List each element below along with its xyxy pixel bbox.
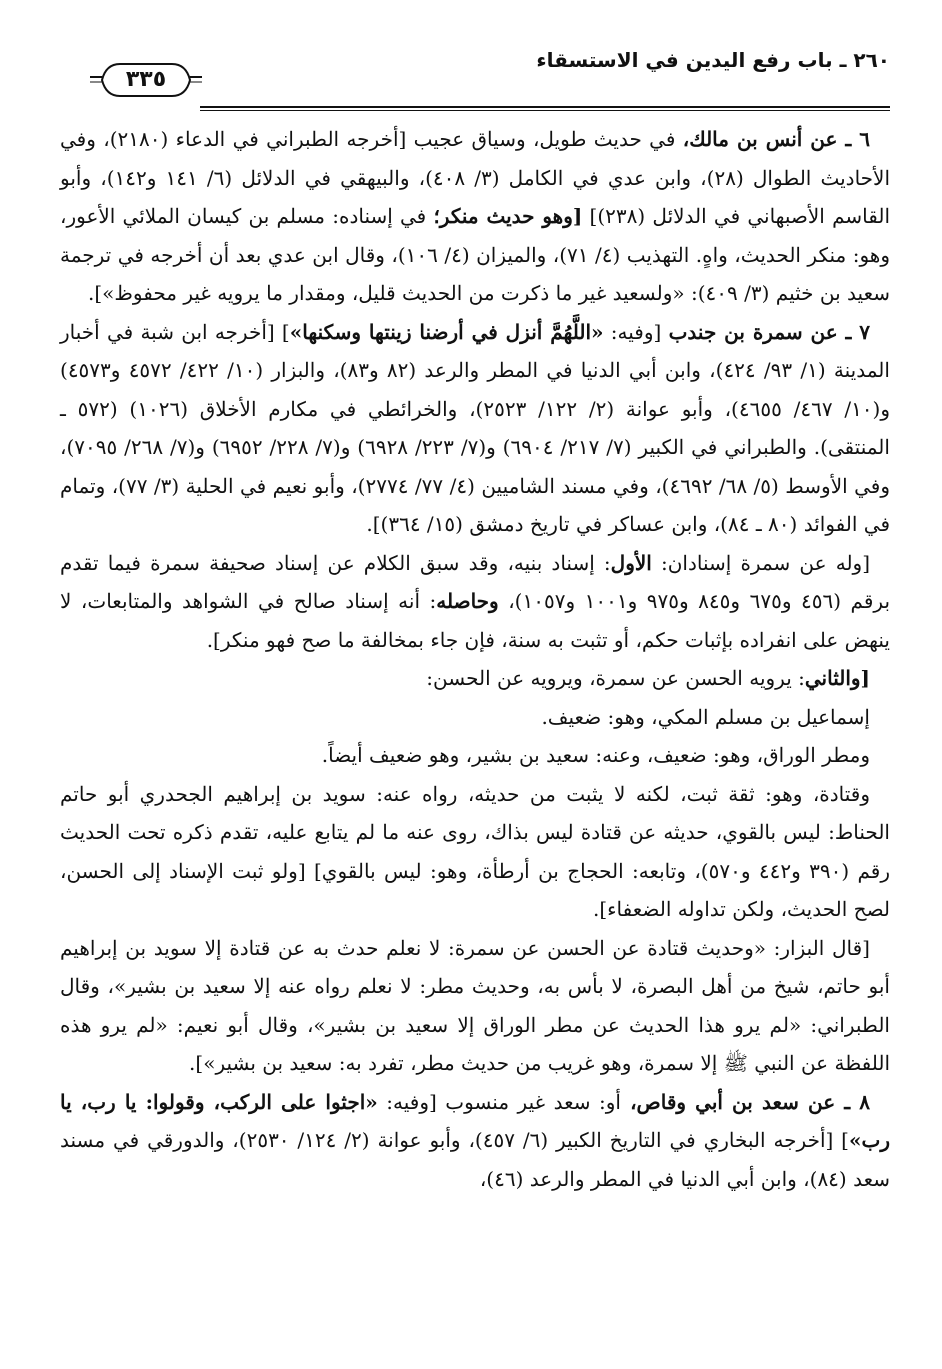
- text-run: ] [أخرجه ابن شبة في أخبار المدينة (١/ ٩٣/ ٤٢٤)، وابن أبي الدنيا في المطر والرعد (٨٢ و٨٣)، والبزار (١٠/ ٤٢٢/ ٤٥٧٢ و٤٥٧٣) و(١٠/ ٤٦٧/ ٤٦٥٥)، وأبو عوانة (٢/ ١٢٢/ ٢٥٢٣)، والخرائطي في مكارم الأخلاق (١٠٢٦) (٥٧٢ ـ المنتقى). والطبراني في الكبير (٧/ ٢١٧/ ٦٩٠٤) و(٧/ ٢٢٣/ ٦٩٢٨) و(٧/ ٢٢٨/ ٦٩٥٢) و(٧/ ٢٦٨/ ٧٠٩٥)، وفي الأوسط (٥/ ٦٨/ ٤٦٩٢)، وفي مسند الشاميين (٤/ ٧٧/ ٢٧٧٤)، وأبو نعيم في الحلية (٣/ ٧٧)، وتمام في الفوائد (٨٠ ـ ٨٤)، وابن عساكر في تاريخ دمشق (١٥/ ٣٦٤)].: [60, 319, 891, 536]
- bold-run: [والثاني: [804, 666, 870, 690]
- text-run: : إسناد بنيه، وقد سبق الكلام عن إسناد صحيفة سمرة فيما تقدم برقم (٤٥٦ و٦٧٥ و٨٤٥ و٩٧٥ و١٠٠١ و١٠٥٧)،: [60, 550, 891, 613]
- paragraph: [60, 775, 890, 929]
- paragraph: [60, 313, 890, 544]
- paragraph: [60, 120, 890, 313]
- bold-run: وحاصله: [436, 589, 499, 613]
- text-run: : يرويه الحسن عن سمرة، ويرويه عن الحسن:: [426, 666, 805, 690]
- page-number: ٣٣٥: [125, 67, 167, 92]
- text-run: [قال البزار: «وحديث قتادة عن الحسن عن سمرة: لا نعلم حدث به عن قتادة إلا سويد بن إبراهيم أبو حاتم، شيخ من أهل البصرة، لا بأس به، وحديث مطر: لا نعلم رواه عنه إلا سعيد بن بشير»، وقال الطبراني: «لم يرو هذا الحديث عن مطر الوراق إلا سعيد بن بشير»، وقال أبو نعيم: «لم يرو هذه اللفظة عن النبي ﷺ إلا سمرة، وهو غريب من حديث مطر، تفرد به: سعيد بن بشير»].: [60, 935, 890, 1075]
- text-run: إسماعيل بن مسلم المكي، وهو: ضعيف.: [541, 704, 870, 729]
- bold-run: «اللَّهُمَّ أنزل في أرضنا زينتها وسكنها»: [289, 319, 604, 344]
- body-text: [60, 120, 890, 1198]
- text-run: : أنه إسناد صالح في الشواهد والمتابعات، لا ينهض على انفراده بإثبات حكم، أو تثبت به سنة، فإن جاء بمخالفة ما صح فهو منكر].: [60, 589, 890, 652]
- text-run: وقتادة، وهو: ثقة ثبت، لكنه لا يثبت من حديثه، رواه عنه: سويد بن إبراهيم الجحدري أبو حاتم الحناط: ليس بالقوي، حديثه عن قتادة ليس بذاك، روى عنه ما لم يتابع عليه، تقدم ذكره تحت الحديث رقم (٣٩٠ و٤٤٢ و٥٧٠)، وتابعه: الحجاج بن أرطأة، وهو: ليس بالقوي] [ولو ثبت الإسناد إلى الحسن، لصح الحديث، ولكن تداوله الضعفاء].: [60, 781, 890, 921]
- text-run: [وله عن سمرة إسنادان:: [651, 550, 871, 575]
- paragraph: [60, 698, 890, 737]
- chapter-title: ٢٦٠ ـ باب رفع اليدين في الاستسقاء: [536, 48, 890, 72]
- paragraph: [60, 736, 890, 775]
- paragraph: [60, 929, 890, 1083]
- bold-run: ٦ ـ عن أنس بن مالك،: [682, 127, 870, 151]
- paragraph: [60, 544, 890, 660]
- text-run: ومطر الوراق، وهو: ضعيف، وعنه: سعيد بن بشير، وهو ضعيف أيضاً.: [321, 743, 870, 767]
- bold-run: «اجثوا على الركب، وقولوا: يا رب، يا رب»: [60, 1089, 890, 1152]
- text-run: أو: سعد غير منسوب [وفيه:: [377, 1089, 621, 1114]
- text-run: في حديث طويل، وسياق عجيب [أخرجه الطبراني في الدعاء (٢١٨٠)، وفي الأحاديث الطوال (٢٨)، وابن عدي في الكامل (٣/ ٤٠٨)، والبيهقي في الدلائل (٦/ ١٤١ و١٤٢)، وأبو القاسم الأصبهاني في الدلائل (٢٣٨)]: [60, 127, 891, 228]
- paragraph: [60, 659, 890, 698]
- page-header: [90, 40, 890, 110]
- bold-run: ٧ ـ عن سمرة بن جندب: [668, 319, 871, 344]
- bold-run: ٨ ـ عن سعد بن أبي وقاص،: [620, 1089, 870, 1114]
- paragraph: [60, 1083, 890, 1199]
- header-rule-thin: [200, 110, 890, 111]
- bold-run: [وهو حديث منكر؛: [433, 204, 583, 228]
- text-run: في إسناده: مسلم بن كيسان الملائي الأعور، وهو: منكر الحديث، واهٍ. التهذيب (٤/ ٧١)، والميزان (٤/ ١٠٦)، وقال ابن عدي بعد أن أخرجه في ترجمة سعيد بن خثيم (٣/ ٤٠٩): «ولسعيد غير ما ذكرت من الحديث قليل، ومقدار ما يرويه غير محفوظ»].: [60, 204, 890, 305]
- text-run: ] [أخرجه البخاري في التاريخ الكبير (٦/ ٤٥٧)، وأبو عوانة (٢/ ١٢٤/ ٢٥٣٠)، والدورقي في مسند سعد (٨٤)، وابن أبي الدنيا في المطر والرعد (٤٦)،: [60, 1128, 890, 1191]
- page-number-badge: [90, 60, 202, 100]
- bold-run: الأول: [610, 550, 652, 575]
- header-rule: [200, 106, 890, 108]
- text-run: [وفيه:: [603, 319, 669, 344]
